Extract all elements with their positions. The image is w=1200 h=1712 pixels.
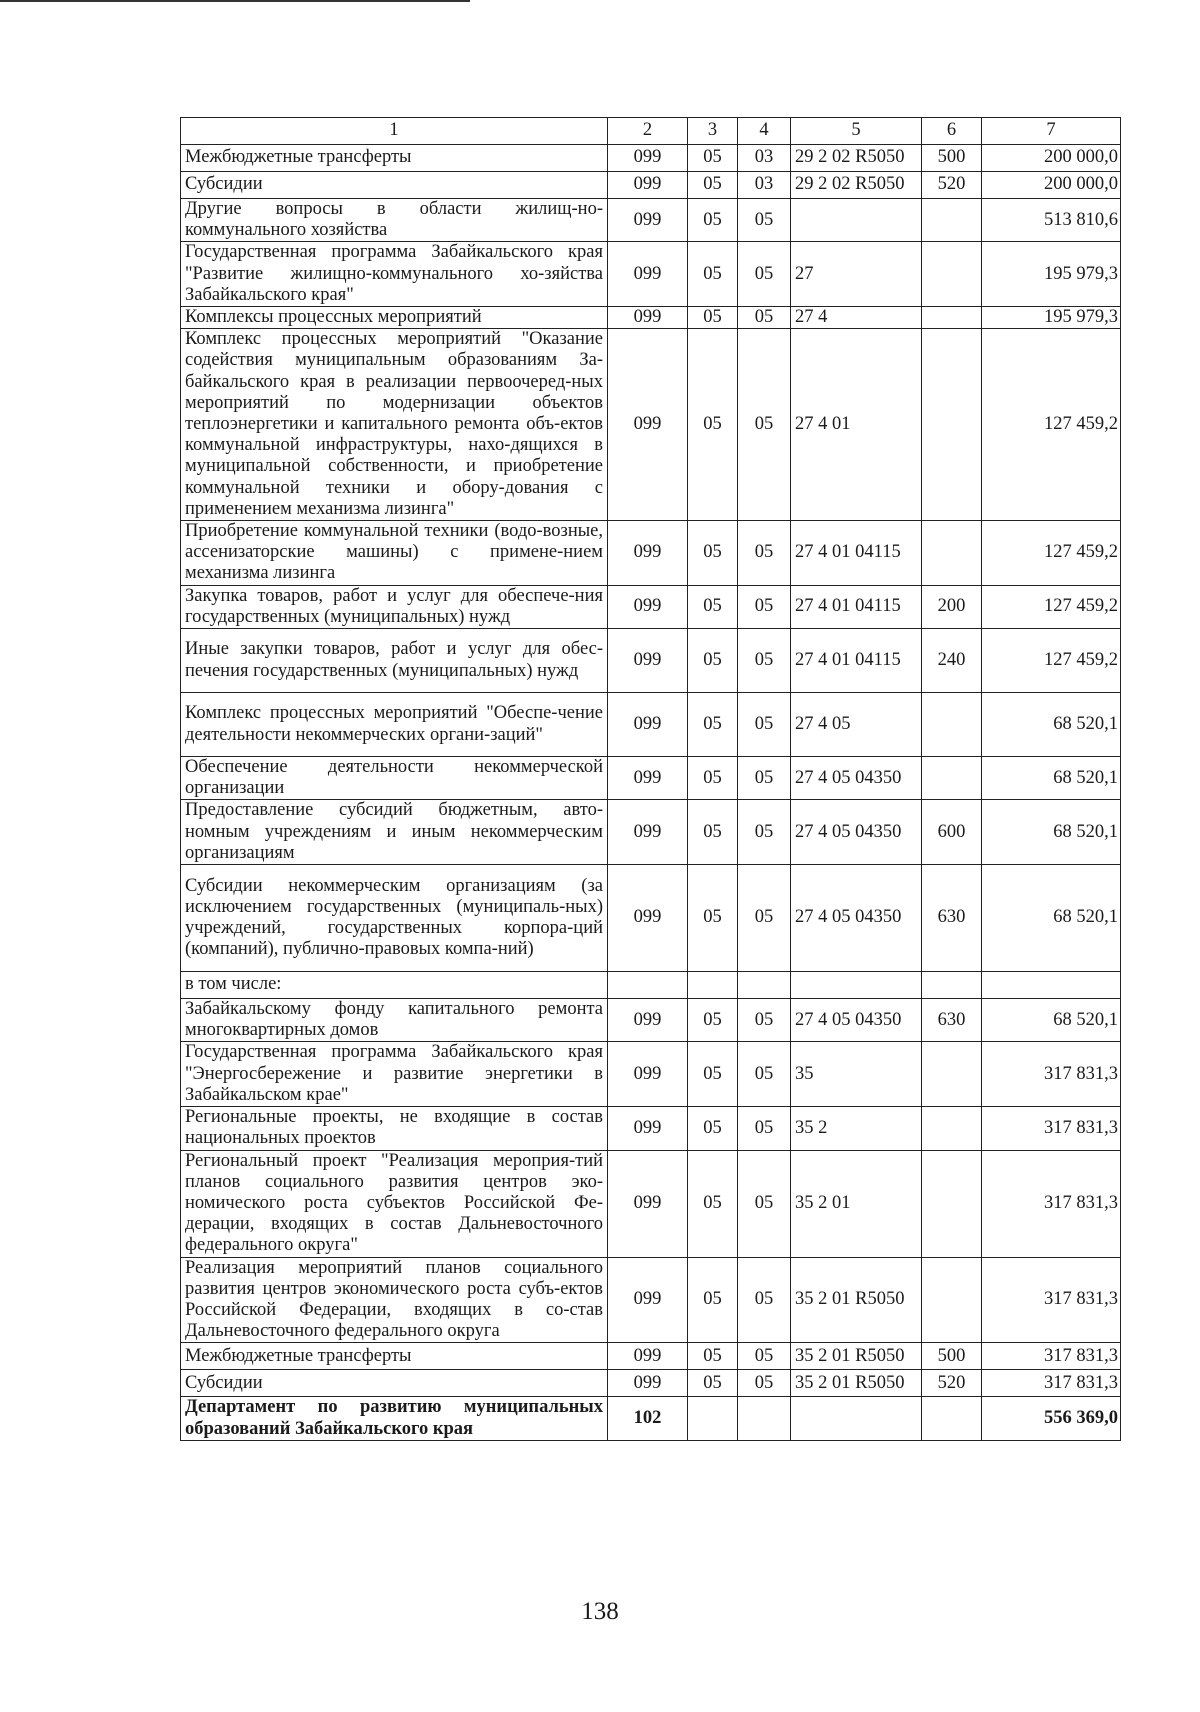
subsection-code: 05	[738, 1150, 791, 1257]
subsection-code: 05	[738, 1107, 791, 1150]
section-code: 05	[688, 199, 738, 242]
target-item-code: 27 4 05 04350	[791, 999, 922, 1042]
expense-type-code	[922, 1107, 982, 1150]
target-item-code	[791, 199, 922, 242]
row-name: Государственная программа Забайкальского края "Энергосбережение и развитие энергетики в Забайкальском крае"	[181, 1042, 608, 1107]
row-name: Региональный проект "Реализация мероприя-тий планов социального развития центров эко-номического роста субъектов Российской Фе-дерации, входящих в состав Дальневосточного федерального округа"	[181, 1150, 608, 1257]
expense-type-code	[922, 972, 982, 999]
amount: 317 831,3	[982, 1370, 1121, 1397]
expense-type-code	[922, 199, 982, 242]
table-row	[181, 757, 1121, 800]
subsection-code: 05	[738, 1343, 791, 1370]
amount: 317 831,3	[982, 1343, 1121, 1370]
amount: 68 520,1	[982, 757, 1121, 800]
header-cell: 4	[738, 118, 791, 145]
target-item-code: 29 2 02 R5050	[791, 145, 922, 172]
top-edge-rule	[0, 0, 470, 2]
subsection-code: 05	[738, 199, 791, 242]
table-row	[181, 1397, 1121, 1440]
row-name: Департамент по развитию муниципальных образований Забайкальского края	[181, 1397, 608, 1440]
row-name: Государственная программа Забайкальского края "Развитие жилищно-коммунального хо-зяйства Забайкальского края"	[181, 242, 608, 307]
table-row	[181, 199, 1121, 242]
kvsr-code: 099	[608, 145, 688, 172]
section-code: 05	[688, 999, 738, 1042]
row-name: Межбюджетные трансферты	[181, 1343, 608, 1370]
amount: 317 831,3	[982, 1150, 1121, 1257]
section-code: 05	[688, 307, 738, 329]
header-cell: 2	[608, 118, 688, 145]
kvsr-code: 099	[608, 307, 688, 329]
row-name: Забайкальскому фонду капитального ремонта многоквартирных домов	[181, 999, 608, 1042]
expense-type-code	[922, 757, 982, 800]
section-code: 05	[688, 1150, 738, 1257]
kvsr-code: 099	[608, 199, 688, 242]
row-name: Комплексы процессных мероприятий	[181, 307, 608, 329]
amount: 68 520,1	[982, 865, 1121, 972]
kvsr-code: 099	[608, 1150, 688, 1257]
amount: 317 831,3	[982, 1042, 1121, 1107]
table-row	[181, 629, 1121, 693]
target-item-code: 35 2 01 R5050	[791, 1257, 922, 1343]
kvsr-code	[608, 972, 688, 999]
expense-type-code	[922, 1257, 982, 1343]
subsection-code: 05	[738, 800, 791, 865]
section-code: 05	[688, 865, 738, 972]
kvsr-code: 099	[608, 865, 688, 972]
subsection-code: 05	[738, 242, 791, 307]
amount: 513 810,6	[982, 199, 1121, 242]
expense-type-code: 600	[922, 800, 982, 865]
table-body	[181, 145, 1121, 1441]
section-code	[688, 1397, 738, 1440]
kvsr-code: 102	[608, 1397, 688, 1440]
row-name: Комплекс процессных мероприятий "Оказание содействия муниципальным образованиям За-байкальского края в реализации первоочеред-ных мероприятий по модернизации объектов теплоэнергетики и капитального ремонта объ-ектов коммунальной инфраструктуры, нахо-дящихся в муниципальной собственности, и приобретение коммунальной техники и обору-дования с применением механизма лизинга"	[181, 329, 608, 521]
header-cell: 3	[688, 118, 738, 145]
section-code: 05	[688, 1370, 738, 1397]
table-row	[181, 800, 1121, 865]
table-row	[181, 145, 1121, 172]
amount: 68 520,1	[982, 693, 1121, 757]
expense-type-code: 500	[922, 145, 982, 172]
budget-table	[180, 117, 1121, 1441]
section-code: 05	[688, 1042, 738, 1107]
target-item-code: 27 4 01 04115	[791, 629, 922, 693]
subsection-code: 05	[738, 1257, 791, 1343]
expense-type-code	[922, 242, 982, 307]
amount: 127 459,2	[982, 521, 1121, 586]
section-code: 05	[688, 800, 738, 865]
row-name: Иные закупки товаров, работ и услуг для обес-печения государственных (муниципальных) нужд	[181, 629, 608, 693]
kvsr-code: 099	[608, 629, 688, 693]
expense-type-code: 500	[922, 1343, 982, 1370]
page-number: 138	[581, 1598, 619, 1625]
target-item-code: 35 2	[791, 1107, 922, 1150]
row-name: Субсидии	[181, 1370, 608, 1397]
section-code: 05	[688, 242, 738, 307]
target-item-code	[791, 1397, 922, 1440]
row-name: Межбюджетные трансферты	[181, 145, 608, 172]
table-row	[181, 1107, 1121, 1150]
table-row	[181, 1257, 1121, 1343]
target-item-code: 27 4 05	[791, 693, 922, 757]
section-code: 05	[688, 629, 738, 693]
header-cell: 1	[181, 118, 608, 145]
expense-type-code	[922, 1150, 982, 1257]
table-row	[181, 307, 1121, 329]
amount: 317 831,3	[982, 1257, 1121, 1343]
subsection-code: 05	[738, 629, 791, 693]
expense-type-code	[922, 693, 982, 757]
section-code: 05	[688, 585, 738, 628]
kvsr-code: 099	[608, 1107, 688, 1150]
kvsr-code: 099	[608, 172, 688, 199]
table-row	[181, 1370, 1121, 1397]
target-item-code: 35	[791, 1042, 922, 1107]
section-code: 05	[688, 693, 738, 757]
section-code: 05	[688, 757, 738, 800]
expense-type-code: 630	[922, 999, 982, 1042]
subsection-code: 05	[738, 329, 791, 521]
subsection-code: 05	[738, 693, 791, 757]
amount: 195 979,3	[982, 307, 1121, 329]
table-row	[181, 521, 1121, 586]
target-item-code: 27 4 05 04350	[791, 800, 922, 865]
kvsr-code: 099	[608, 242, 688, 307]
expense-type-code	[922, 1397, 982, 1440]
kvsr-code: 099	[608, 1257, 688, 1343]
subsection-code: 05	[738, 865, 791, 972]
expense-type-code	[922, 307, 982, 329]
kvsr-code: 099	[608, 693, 688, 757]
row-name: Другие вопросы в области жилищ-но-коммунального хозяйства	[181, 199, 608, 242]
subsection-code: 05	[738, 999, 791, 1042]
target-item-code: 35 2 01 R5050	[791, 1343, 922, 1370]
table-row	[181, 242, 1121, 307]
row-name: Предоставление субсидий бюджетным, авто-номным учреждениям и иным некоммерческим организациям	[181, 800, 608, 865]
target-item-code: 27 4 05 04350	[791, 757, 922, 800]
amount: 200 000,0	[982, 172, 1121, 199]
amount: 68 520,1	[982, 800, 1121, 865]
subsection-code: 03	[738, 145, 791, 172]
subsection-code: 05	[738, 521, 791, 586]
table-row	[181, 172, 1121, 199]
subsection-code: 05	[738, 1370, 791, 1397]
kvsr-code: 099	[608, 329, 688, 521]
target-item-code: 27 4 01 04115	[791, 521, 922, 586]
section-code: 05	[688, 1343, 738, 1370]
section-code: 05	[688, 1257, 738, 1343]
amount: 200 000,0	[982, 145, 1121, 172]
target-item-code: 35 2 01	[791, 1150, 922, 1257]
table-row	[181, 585, 1121, 628]
expense-type-code	[922, 521, 982, 586]
row-name: Региональные проекты, не входящие в состав национальных проектов	[181, 1107, 608, 1150]
row-name: в том числе:	[181, 972, 608, 999]
kvsr-code: 099	[608, 521, 688, 586]
subsection-code: 05	[738, 1042, 791, 1107]
subsection-code	[738, 1397, 791, 1440]
expense-type-code	[922, 329, 982, 521]
expense-type-code	[922, 1042, 982, 1107]
kvsr-code: 099	[608, 999, 688, 1042]
header-cell: 5	[791, 118, 922, 145]
section-code: 05	[688, 329, 738, 521]
expense-type-code: 630	[922, 865, 982, 972]
kvsr-code: 099	[608, 1343, 688, 1370]
column-number-header	[181, 118, 1121, 145]
amount: 317 831,3	[982, 1107, 1121, 1150]
header-cell: 7	[982, 118, 1121, 145]
row-name: Субсидии некоммерческим организациям (за исключением государственных (муниципаль-ных) учреждений, государственных корпора-ций (компаний), публично-правовых компа-ний)	[181, 865, 608, 972]
kvsr-code: 099	[608, 1042, 688, 1107]
amount: 127 459,2	[982, 629, 1121, 693]
target-item-code: 27	[791, 242, 922, 307]
target-item-code	[791, 972, 922, 999]
row-name: Субсидии	[181, 172, 608, 199]
target-item-code: 35 2 01 R5050	[791, 1370, 922, 1397]
table-row	[181, 972, 1121, 999]
expense-type-code: 520	[922, 172, 982, 199]
row-name: Закупка товаров, работ и услуг для обеспече-ния государственных (муниципальных) нужд	[181, 585, 608, 628]
target-item-code: 27 4 05 04350	[791, 865, 922, 972]
section-code: 05	[688, 145, 738, 172]
row-name: Обеспечение деятельности некоммерческой организации	[181, 757, 608, 800]
section-code: 05	[688, 1107, 738, 1150]
section-code	[688, 972, 738, 999]
table-row	[181, 865, 1121, 972]
kvsr-code: 099	[608, 585, 688, 628]
expense-type-code: 200	[922, 585, 982, 628]
kvsr-code: 099	[608, 800, 688, 865]
amount	[982, 972, 1121, 999]
header-cell: 6	[922, 118, 982, 145]
target-item-code: 29 2 02 R5050	[791, 172, 922, 199]
expense-type-code: 240	[922, 629, 982, 693]
table-row	[181, 329, 1121, 521]
subsection-code: 05	[738, 585, 791, 628]
subsection-code: 03	[738, 172, 791, 199]
target-item-code: 27 4 01	[791, 329, 922, 521]
kvsr-code: 099	[608, 1370, 688, 1397]
table-row	[181, 1150, 1121, 1257]
subsection-code: 05	[738, 757, 791, 800]
target-item-code: 27 4	[791, 307, 922, 329]
target-item-code: 27 4 01 04115	[791, 585, 922, 628]
amount: 127 459,2	[982, 329, 1121, 521]
subsection-code	[738, 972, 791, 999]
table-row	[181, 1343, 1121, 1370]
table-row	[181, 999, 1121, 1042]
amount: 195 979,3	[982, 242, 1121, 307]
row-name: Комплекс процессных мероприятий "Обеспе-чение деятельности некоммерческих органи-заций"	[181, 693, 608, 757]
kvsr-code: 099	[608, 757, 688, 800]
section-code: 05	[688, 521, 738, 586]
expense-type-code: 520	[922, 1370, 982, 1397]
table-row	[181, 1042, 1121, 1107]
subsection-code: 05	[738, 307, 791, 329]
amount: 127 459,2	[982, 585, 1121, 628]
amount: 556 369,0	[982, 1397, 1121, 1440]
table-row	[181, 693, 1121, 757]
row-name: Реализация мероприятий планов социального развития центров экономического роста субъ-ектов Российской Федерации, входящих в со-став Дальневосточного федерального округа	[181, 1257, 608, 1343]
row-name: Приобретение коммунальной техники (водо-возные, ассенизаторские машины) с примене-нием механизма лизинга	[181, 521, 608, 586]
section-code: 05	[688, 172, 738, 199]
amount: 68 520,1	[982, 999, 1121, 1042]
